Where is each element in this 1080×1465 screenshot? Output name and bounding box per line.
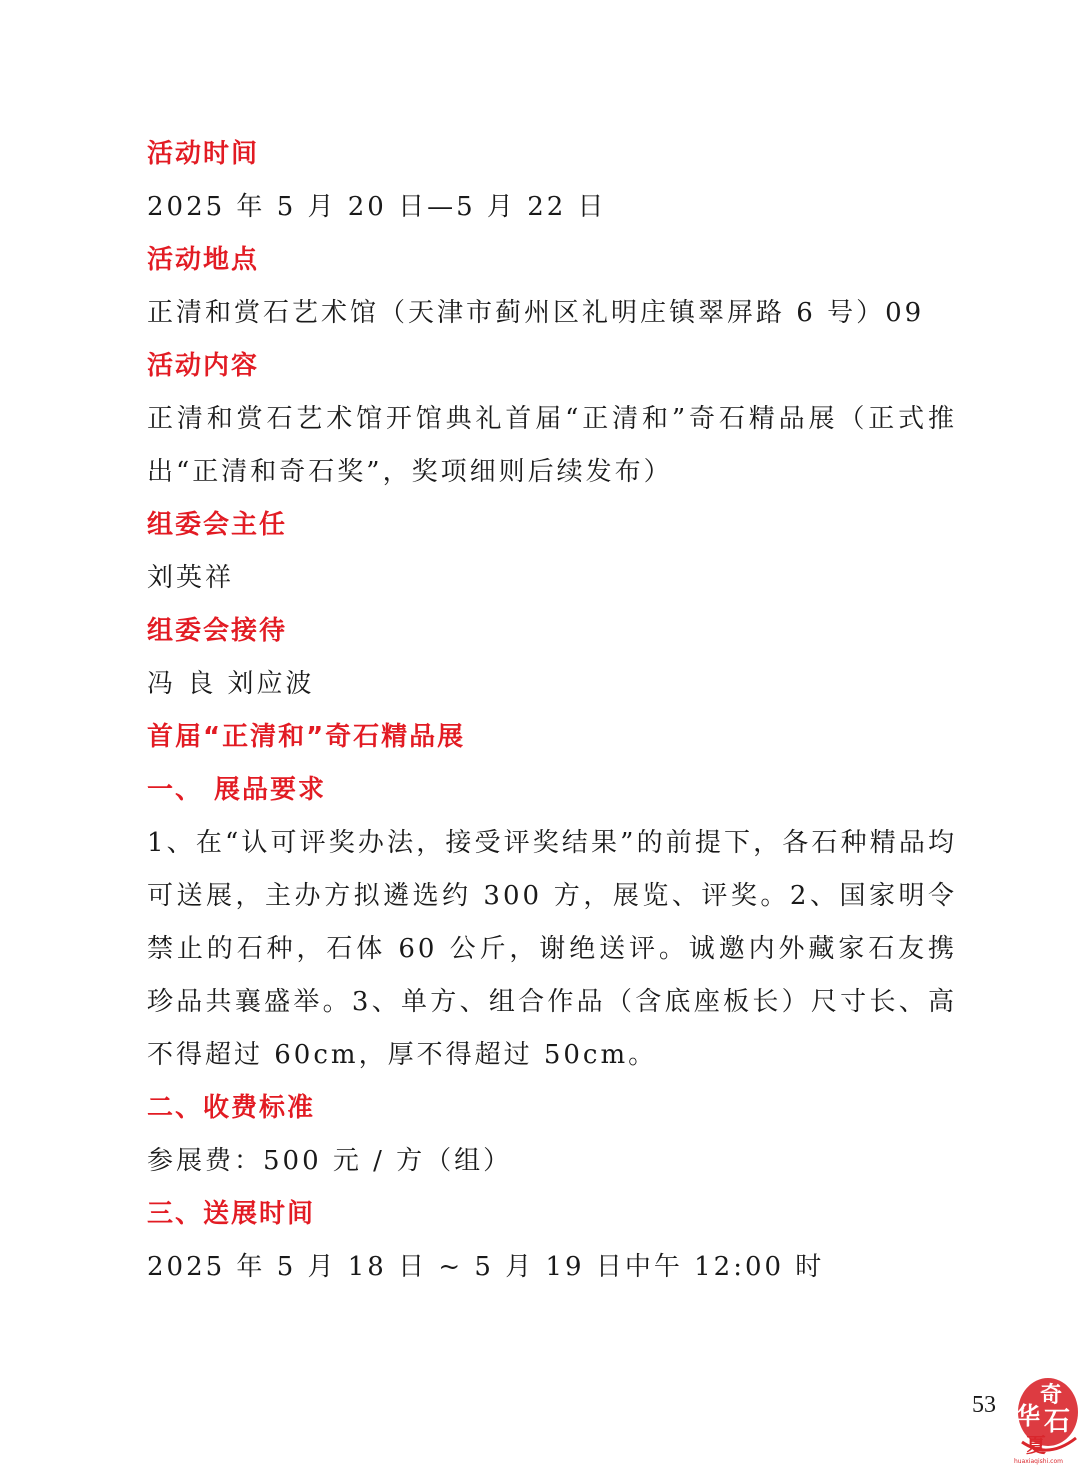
logo-char-2: 夏 [1026,1433,1046,1457]
requirements-text: 1、在“认可评奖办法，接受评奖结果”的前提下，各石种精品均可送展，主办方拟遴选约 300 方，展览、评奖。2、国家明令禁止的石种，石体 60 公斤，谢绝送评。诚邀内外藏家石友携珍品共襄盛举。3、单方、组合作品（含底座板长）尺寸长、高不得超过 60cm，厚不得超过 50cm。 [147,828,957,1070]
heading-delivery: 三、送展时间 [147,1199,316,1229]
event-time-value: 2025 年 5 月 20 日—5 月 22 日 [147,192,607,222]
delivery-text: 2025 年 5 月 18 日 ~ 5 月 19 日中午 12:00 时 [147,1252,825,1282]
heading-fees: 二、收费标准 [147,1093,316,1123]
event-content-value: 正清和赏石艺术馆开馆典礼首届“正清和”奇石精品展（正式推出“正清和奇石奖”，奖项细则后续发布） [147,404,957,487]
logo-char-3: 奇 [1040,1383,1063,1408]
huaxia-qishi-logo [1010,1372,1080,1465]
committee-reception-value: 冯 良 刘应波 [147,669,315,699]
heading-committee-director: 组委会主任 [147,510,288,540]
committee-director-value: 刘英祥 [147,563,235,593]
logo-char-4: 石 [1044,1407,1071,1437]
logo-url: huaxiaqishi.com [1014,1458,1063,1465]
heading-event-time: 活动时间 [147,139,260,169]
heading-requirements: 一、 展品要求 [147,775,327,805]
heading-event-location: 活动地点 [147,245,260,275]
heading-committee-reception: 组委会接待 [147,616,288,646]
exhibition-title: 首届“正清和”奇石精品展 [147,722,466,752]
event-location-value: 正清和赏石艺术馆（天津市蓟州区礼明庄镇翠屏路 6 号）09 [147,298,925,328]
logo-char-1: 华 [1016,1402,1040,1430]
page-number: 53 [972,1392,996,1418]
heading-event-content: 活动内容 [147,351,260,381]
page-content [147,128,957,1294]
fees-text: 参展费：500 元 / 方（组） [147,1146,513,1176]
